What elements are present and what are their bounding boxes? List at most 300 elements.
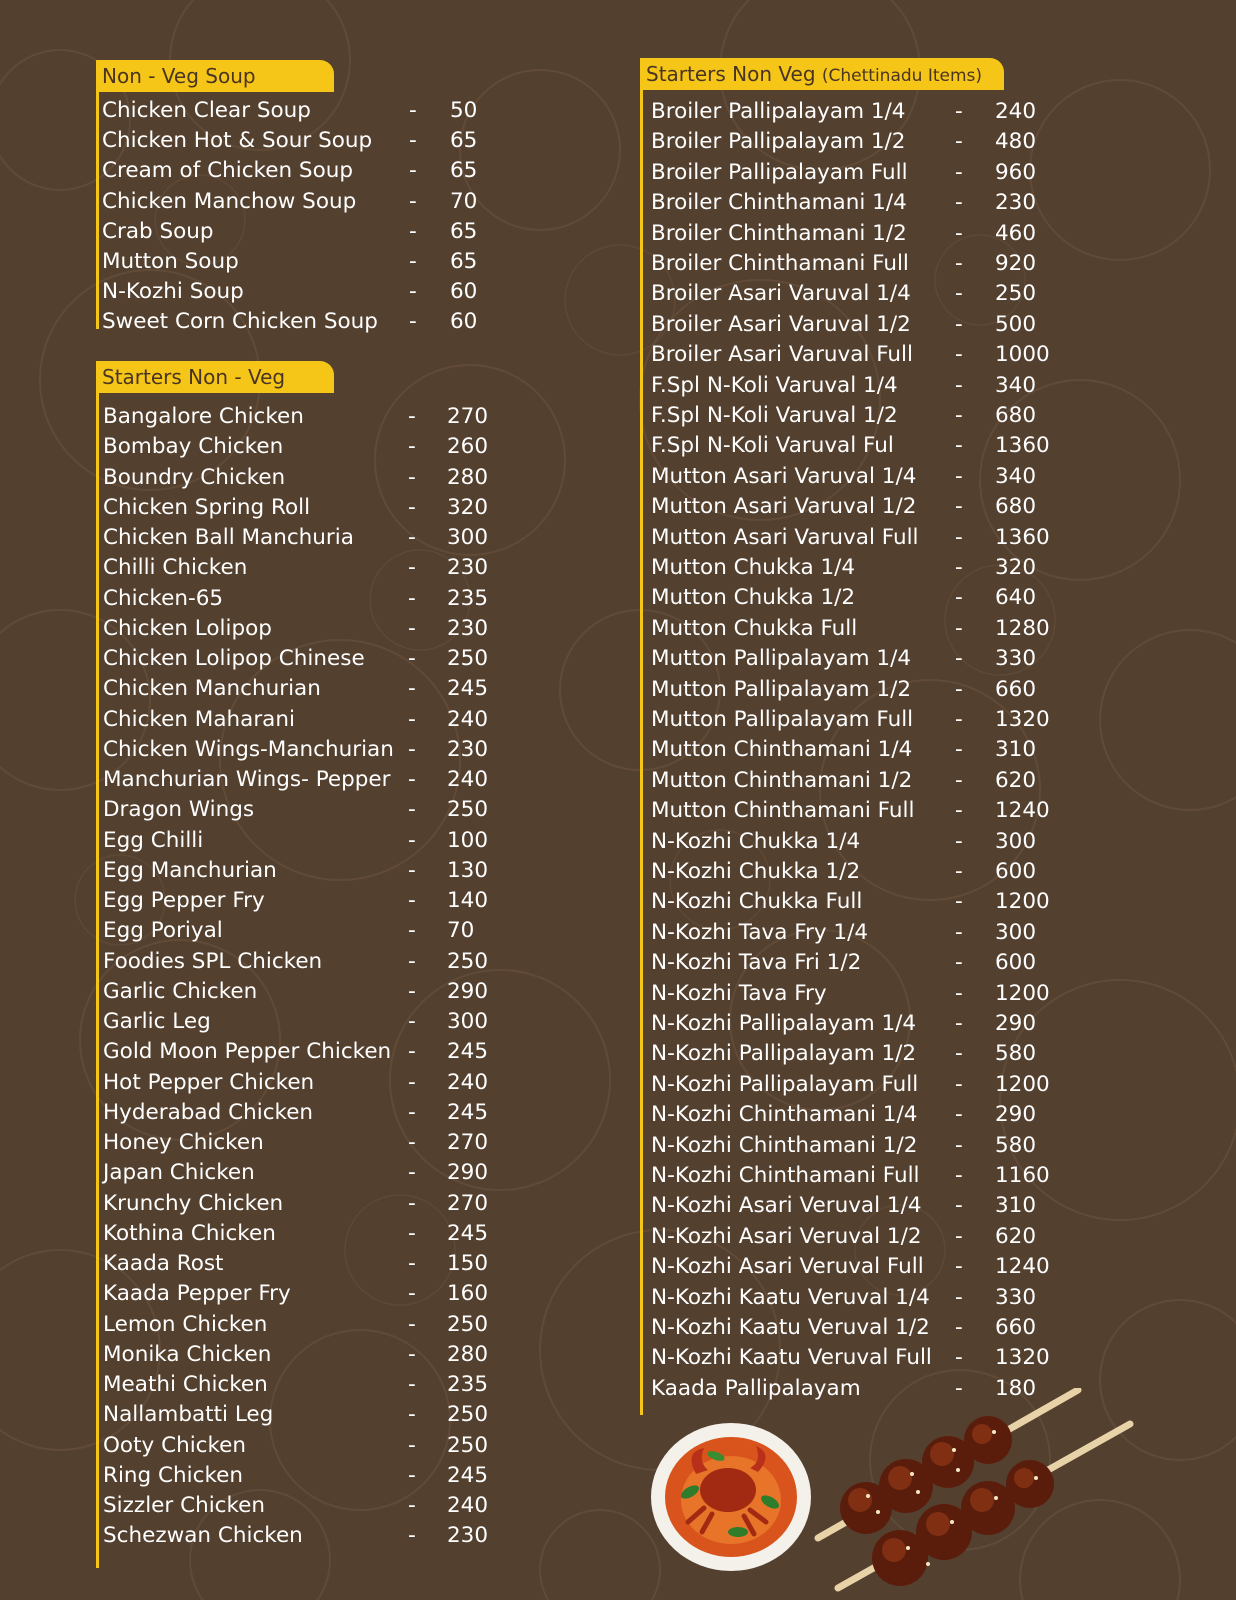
item-name: N-Kozhi Asari Veruval 1/2 [651, 1223, 922, 1249]
item-name: Kaada Rost [103, 1251, 224, 1276]
item-separator: - [408, 646, 416, 671]
menu-item [102, 96, 502, 126]
item-name: Egg Poriyal [103, 918, 223, 944]
menu-item [103, 614, 503, 644]
item-name: Broiler Pallipalayam 1/2 [651, 129, 906, 155]
item-name: Broiler Chinthamani Full [651, 251, 909, 276]
item-separator: - [955, 1071, 963, 1097]
item-name: Ooty Chicken [103, 1432, 247, 1458]
item-separator: - [955, 1345, 963, 1371]
item-name: Mutton Chinthamani Full [651, 798, 915, 824]
item-price: 65 [450, 249, 478, 274]
menu-item [103, 705, 503, 735]
section-title: Starters Non Veg [646, 62, 816, 86]
menu-item [651, 979, 1071, 1009]
item-name: Honey Chicken [103, 1130, 264, 1155]
item-name: Lemon Chicken [103, 1311, 268, 1337]
item-name: Mutton Chinthamani 1/4 [651, 737, 913, 763]
menu-item [651, 1191, 1071, 1221]
item-name: Sizzler Chicken [103, 1493, 266, 1518]
item-price: 320 [447, 494, 489, 520]
item-separator: - [408, 555, 416, 581]
item-name: N-Kozhi Asari Veruval Full [651, 1254, 924, 1280]
menu-item [103, 1128, 503, 1158]
menu-item [103, 826, 503, 856]
item-price: 680 [995, 403, 1037, 428]
menu-item [103, 1098, 503, 1128]
item-price: 300 [995, 919, 1037, 945]
menu-item [102, 187, 502, 217]
menu-item [103, 1461, 503, 1491]
item-separator: - [955, 433, 963, 459]
item-separator: - [408, 1039, 416, 1065]
item-name: Manchurian Wings- Pepper [103, 767, 391, 792]
item-separator: - [955, 190, 963, 216]
item-name: Bombay Chicken [103, 434, 284, 460]
item-name: Meathi Chicken [103, 1372, 268, 1397]
item-price: 620 [995, 767, 1037, 793]
item-price: 240 [995, 99, 1037, 124]
item-separator: - [955, 99, 963, 124]
item-separator: - [955, 707, 963, 732]
item-price: 1360 [995, 433, 1050, 459]
item-price: 260 [447, 434, 489, 460]
item-name: Egg Manchurian [103, 857, 277, 883]
menu-item [651, 492, 1071, 522]
menu-item [651, 827, 1071, 857]
menu-item [103, 916, 503, 946]
menu-item [103, 1370, 503, 1400]
menu-item [103, 765, 503, 795]
menu-item [103, 1037, 503, 1067]
item-name: Dragon Wings [103, 797, 255, 823]
item-name: Chicken Manchow Soup [102, 188, 357, 214]
item-price: 160 [447, 1281, 489, 1307]
item-price: 245 [447, 676, 489, 702]
item-separator: - [408, 1493, 416, 1518]
item-separator: - [408, 525, 416, 550]
menu-item [103, 432, 503, 462]
item-separator: - [955, 1284, 963, 1310]
item-separator: - [408, 888, 416, 913]
menu-item [103, 1068, 503, 1098]
item-separator: - [408, 767, 416, 792]
item-price: 1240 [995, 1254, 1050, 1280]
menu-item [103, 886, 503, 916]
item-price: 290 [447, 978, 489, 1004]
menu-item [103, 795, 503, 825]
item-price: 600 [995, 950, 1037, 976]
section-header [96, 361, 334, 393]
menu-item [651, 887, 1071, 917]
menu-item [103, 1007, 503, 1037]
item-price: 270 [447, 404, 489, 429]
item-name: Crab Soup [102, 218, 214, 244]
item-price: 300 [447, 1009, 489, 1034]
item-separator: - [408, 434, 416, 460]
menu-item [651, 462, 1071, 492]
item-name: Gold Moon Pepper Chicken [103, 1039, 392, 1065]
item-separator: - [408, 1341, 416, 1367]
item-name: Mutton Chinthamani 1/2 [651, 767, 913, 793]
item-separator: - [955, 889, 963, 915]
menu-item [103, 674, 503, 704]
item-name: Broiler Chinthamani 1/4 [651, 190, 907, 216]
item-name: N-Kozhi Kaatu Veruval Full [651, 1345, 932, 1371]
item-separator: - [955, 859, 963, 884]
item-name: F.Spl N-Koli Varuval Ful [651, 433, 894, 459]
item-separator: - [408, 706, 416, 732]
item-separator: - [955, 403, 963, 428]
item-separator: - [408, 918, 416, 944]
menu-item [651, 766, 1071, 796]
item-price: 60 [450, 279, 478, 305]
item-price: 180 [995, 1375, 1037, 1401]
item-separator: - [408, 404, 416, 429]
item-name: Mutton Pallipalayam Full [651, 707, 914, 732]
item-price: 1320 [995, 707, 1050, 732]
item-price: 960 [995, 159, 1037, 185]
item-name: Mutton Soup [102, 249, 239, 274]
menu-item [651, 1313, 1071, 1343]
menu-item [103, 1521, 503, 1551]
item-name: Chicken Manchurian [103, 676, 321, 702]
section-accent-line [640, 90, 643, 1415]
item-name: Chicken Maharani [103, 706, 295, 732]
item-price: 1280 [995, 615, 1050, 641]
menu-item [651, 97, 1071, 127]
menu-item [651, 523, 1071, 553]
menu-item [103, 523, 503, 553]
menu-item [103, 977, 503, 1007]
menu-item [651, 1343, 1071, 1373]
item-name: N-Kozhi Chukka Full [651, 889, 863, 915]
menu-item [103, 1340, 503, 1370]
item-price: 1000 [995, 342, 1050, 368]
item-price: 240 [447, 767, 489, 792]
item-separator: - [409, 279, 417, 305]
menu-item [651, 127, 1071, 157]
item-name: N-Kozhi Kaatu Veruval 1/2 [651, 1315, 930, 1340]
menu-item [103, 644, 503, 674]
item-name: Chicken-65 [103, 585, 224, 611]
item-name: Broiler Pallipalayam Full [651, 159, 908, 185]
item-separator: - [409, 158, 417, 184]
item-price: 1320 [995, 1345, 1050, 1371]
item-price: 680 [995, 494, 1037, 520]
item-separator: - [955, 585, 963, 611]
item-name: Chilli Chicken [103, 555, 248, 581]
item-separator: - [955, 524, 963, 550]
item-price: 640 [995, 585, 1037, 611]
menu-item [651, 340, 1071, 370]
section-header [96, 60, 334, 92]
menu-item [103, 856, 503, 886]
item-separator: - [408, 1220, 416, 1246]
item-price: 250 [447, 797, 489, 823]
item-name: F.Spl N-Koli Varuval 1/2 [651, 403, 898, 428]
menu-item [102, 247, 502, 277]
item-name: Kaada Pepper Fry [103, 1281, 291, 1307]
item-name: Garlic Leg [103, 1009, 211, 1034]
menu-item [651, 1131, 1071, 1161]
item-price: 230 [447, 1523, 489, 1549]
item-price: 235 [447, 585, 489, 611]
menu-item [651, 1009, 1071, 1039]
item-separator: - [955, 251, 963, 276]
item-price: 290 [995, 1102, 1037, 1128]
item-name: Egg Chilli [103, 827, 204, 853]
item-price: 600 [995, 859, 1037, 884]
item-price: 245 [447, 1039, 489, 1065]
item-price: 1200 [995, 980, 1050, 1006]
item-price: 580 [995, 1041, 1037, 1067]
item-separator: - [955, 1041, 963, 1067]
item-name: Chicken Spring Roll [103, 494, 311, 520]
menu-item [651, 948, 1071, 978]
item-separator: - [955, 798, 963, 824]
item-name: Mutton Pallipalayam 1/4 [651, 646, 911, 672]
item-name: Boundry Chicken [103, 464, 286, 490]
item-separator: - [409, 218, 417, 244]
item-separator: - [408, 1523, 416, 1549]
item-price: 70 [447, 918, 475, 944]
item-separator: - [955, 311, 963, 337]
item-name: N-Kozhi Pallipalayam 1/2 [651, 1041, 917, 1067]
item-separator: - [408, 494, 416, 520]
item-separator: - [408, 1069, 416, 1095]
section-title: Starters Non - Veg [102, 365, 286, 389]
item-name: Japan Chicken [103, 1160, 255, 1186]
section-accent-line [96, 92, 99, 329]
menu-item [651, 675, 1071, 705]
menu-item [651, 1222, 1071, 1252]
item-separator: - [955, 220, 963, 246]
item-separator: - [955, 828, 963, 854]
item-separator: - [955, 463, 963, 489]
item-separator: - [408, 1402, 416, 1428]
item-price: 250 [447, 646, 489, 671]
item-separator: - [408, 948, 416, 974]
item-separator: - [408, 1130, 416, 1155]
item-price: 240 [447, 1493, 489, 1518]
item-price: 320 [995, 555, 1037, 580]
menu-item [651, 219, 1071, 249]
item-name: N-Kozhi Chinthamani Full [651, 1163, 920, 1188]
item-separator: - [409, 128, 417, 154]
item-price: 150 [447, 1251, 489, 1276]
item-separator: - [955, 129, 963, 155]
section-title: Non - Veg Soup [102, 64, 256, 88]
item-name: Nallambatti Leg [103, 1402, 274, 1428]
menu-item [103, 947, 503, 977]
item-separator: - [955, 494, 963, 520]
item-separator: - [955, 372, 963, 398]
item-name: Kothina Chicken [103, 1220, 276, 1246]
item-name: Monika Chicken [103, 1341, 272, 1367]
item-price: 70 [450, 188, 478, 214]
item-price: 660 [995, 1315, 1037, 1340]
item-name: Kaada Pallipalayam [651, 1375, 861, 1401]
item-price: 620 [995, 1223, 1037, 1249]
item-separator: - [955, 737, 963, 763]
item-name: Mutton Chukka Full [651, 615, 858, 641]
item-separator: - [408, 797, 416, 823]
item-name: N-Kozhi Kaatu Veruval 1/4 [651, 1284, 930, 1310]
item-separator: - [955, 1163, 963, 1188]
crab-curry-bowl-icon [646, 1412, 816, 1574]
item-separator: - [408, 736, 416, 762]
item-separator: - [955, 950, 963, 976]
item-price: 280 [447, 464, 489, 490]
item-price: 240 [447, 1069, 489, 1095]
item-name: N-Kozhi Tava Fry 1/4 [651, 919, 869, 945]
item-price: 240 [447, 706, 489, 732]
item-name: N-Kozhi Pallipalayam Full [651, 1071, 919, 1097]
item-price: 330 [995, 646, 1037, 672]
item-price: 100 [447, 827, 489, 853]
item-separator: - [955, 1223, 963, 1249]
item-price: 250 [447, 1432, 489, 1458]
item-separator: - [955, 342, 963, 368]
item-price: 290 [995, 1011, 1037, 1036]
item-separator: - [955, 767, 963, 793]
menu-item [651, 857, 1071, 887]
menu-item [103, 402, 503, 432]
item-price: 230 [447, 615, 489, 641]
item-price: 60 [450, 309, 478, 335]
item-name: Chicken Clear Soup [102, 98, 311, 123]
item-separator: - [955, 555, 963, 580]
item-name: F.Spl N-Koli Varuval 1/4 [651, 372, 898, 398]
item-separator: - [955, 615, 963, 641]
item-price: 290 [447, 1160, 489, 1186]
item-separator: - [408, 1099, 416, 1125]
menu-item [102, 156, 502, 186]
item-separator: - [409, 188, 417, 214]
item-name: Mutton Chukka 1/4 [651, 555, 856, 580]
item-name: N-Kozhi Chukka 1/2 [651, 859, 861, 884]
item-price: 460 [995, 220, 1037, 246]
section-subtitle: (Chettinadu Items) [821, 66, 983, 86]
item-name: Garlic Chicken [103, 978, 258, 1004]
item-name: Bangalore Chicken [103, 404, 304, 429]
menu-item [651, 1039, 1071, 1069]
item-price: 1160 [995, 1163, 1050, 1188]
item-price: 230 [447, 555, 489, 581]
menu-item [103, 493, 503, 523]
item-name: N-Kozhi Tava Fri 1/2 [651, 950, 862, 976]
item-price: 270 [447, 1190, 489, 1216]
menu-item [103, 1219, 503, 1249]
item-price: 340 [995, 463, 1037, 489]
item-name: Chicken Lolipop [103, 615, 272, 641]
menu-item [651, 401, 1071, 431]
item-separator: - [408, 1009, 416, 1034]
item-separator: - [955, 1011, 963, 1036]
item-separator: - [408, 1311, 416, 1337]
menu-item [103, 463, 503, 493]
menu-item [651, 1100, 1071, 1130]
item-name: Foodies SPL Chicken [103, 948, 323, 974]
menu-item [103, 1400, 503, 1430]
item-price: 340 [995, 372, 1037, 398]
item-name: Sweet Corn Chicken Soup [102, 309, 378, 335]
item-name: N-Kozhi Chinthamani 1/4 [651, 1102, 918, 1128]
item-price: 65 [450, 218, 478, 244]
menu-item [651, 1161, 1071, 1191]
item-name: Ring Chicken [103, 1462, 243, 1488]
item-price: 230 [447, 736, 489, 762]
menu-item [651, 1252, 1071, 1282]
item-separator: - [408, 1160, 416, 1186]
item-separator: - [955, 281, 963, 307]
item-name: Hyderabad Chicken [103, 1099, 314, 1125]
item-price: 65 [450, 128, 478, 154]
item-name: Krunchy Chicken [103, 1190, 284, 1216]
menu-item [651, 796, 1071, 826]
item-price: 1360 [995, 524, 1050, 550]
menu-item [651, 158, 1071, 188]
item-price: 270 [447, 1130, 489, 1155]
menu-item [103, 1491, 503, 1521]
menu-item [103, 1189, 503, 1219]
item-separator: - [955, 1254, 963, 1280]
item-name: Chicken Lolipop Chinese [103, 646, 365, 671]
menu-item [102, 126, 502, 156]
item-price: 50 [450, 98, 478, 123]
item-price: 65 [450, 158, 478, 184]
item-name: N-Kozhi Asari Veruval 1/4 [651, 1193, 922, 1219]
menu-item [102, 217, 502, 247]
item-name: N-Kozhi Tava Fry [651, 980, 827, 1006]
item-price: 230 [995, 190, 1037, 216]
item-name: Chicken Hot & Sour Soup [102, 128, 373, 154]
item-price: 280 [447, 1341, 489, 1367]
menu-item [651, 644, 1071, 674]
menu-item [651, 735, 1071, 765]
item-price: 310 [995, 737, 1037, 763]
item-name: Broiler Asari Varuval 1/4 [651, 281, 911, 307]
menu-item [103, 1158, 503, 1188]
item-price: 480 [995, 129, 1037, 155]
item-name: Mutton Pallipalayam 1/2 [651, 676, 911, 702]
menu-item [651, 188, 1071, 218]
item-price: 245 [447, 1099, 489, 1125]
item-name: Broiler Asari Varuval 1/2 [651, 311, 911, 337]
menu-item [103, 1431, 503, 1461]
item-price: 235 [447, 1372, 489, 1397]
item-separator: - [955, 159, 963, 185]
item-name: Schezwan Chicken [103, 1523, 303, 1549]
section-accent-line [96, 393, 99, 1568]
item-price: 130 [447, 857, 489, 883]
menu-item [102, 277, 502, 307]
item-name: Broiler Pallipalayam 1/4 [651, 99, 906, 124]
item-price: 660 [995, 676, 1037, 702]
menu-item [103, 735, 503, 765]
item-name: Broiler Asari Varuval Full [651, 342, 913, 368]
item-separator: - [955, 1193, 963, 1219]
item-name: N-Kozhi Pallipalayam 1/4 [651, 1011, 917, 1036]
item-separator: - [409, 309, 417, 335]
menu-item [103, 553, 503, 583]
menu-item [103, 1310, 503, 1340]
item-name: N-Kozhi Chinthamani 1/2 [651, 1132, 918, 1158]
menu-item [651, 279, 1071, 309]
item-separator: - [408, 857, 416, 883]
item-name: Mutton Chukka 1/2 [651, 585, 856, 611]
